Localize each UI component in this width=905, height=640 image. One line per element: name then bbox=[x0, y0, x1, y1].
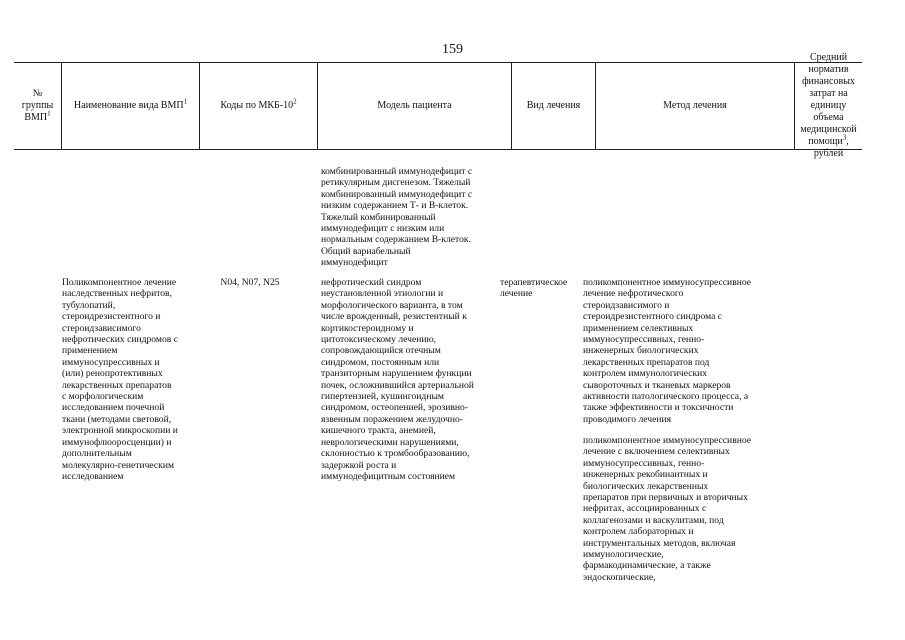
header-vmp-name bbox=[61, 63, 199, 149]
row-patient-model: нефротический синдром неустановленной этиологии и морфологического варианта, в том числе врожденный, резистентный к кортикостероидному и цитотоксическому лечению, сопровождающийся отечным синдромом, постоянным или транзиторным нарушением функции почек, осложнившийся артериальной гипертензией, кушингоидным синдромом, остеопенией, эрозивно- язвенным поражением желудочно- кишечного тракта, анемией, неврологическими нарушениями, склонностью к тромбообразованию, задержкой роста и иммунодефицитным состоянием bbox=[321, 277, 474, 482]
row-treatment-method-2: поликомпонентное иммуносупрессивное лечение с включением селективных иммуносупрессивных, генно- инженерных рекобинантных и биологических лекарственных препаратов при первичных и вторичных нефритах, ассоциированных с коллагенозами и васкулитами, под контролем лабораторных и инструментальных методов, включая иммунологические, фармакодинамические, а также эндоскопические, bbox=[583, 435, 752, 583]
header-group-no-label: № группы ВМП bbox=[21, 88, 54, 123]
header-mkb-codes bbox=[199, 63, 317, 149]
header-treatment-type-label: Вид лечения bbox=[526, 100, 581, 111]
header-group-no bbox=[14, 63, 61, 149]
row-treatment-type: терапевтическое лечение bbox=[500, 277, 568, 300]
header-treatment-type bbox=[511, 63, 595, 149]
header-patient-model-label: Модель пациента bbox=[377, 100, 452, 111]
header-mkb-codes-sup: 2 bbox=[293, 97, 297, 106]
header-patient-model bbox=[317, 63, 511, 149]
header-avg-cost-label: Средний норматив финансовых затрат на единицу объема медицинской помощи bbox=[800, 52, 857, 147]
header-mkb-codes-label: Коды по МКБ-10 bbox=[220, 100, 294, 111]
header-vmp-name-sup: 1 bbox=[183, 97, 188, 106]
header-avg-cost-tail: , рублей bbox=[813, 136, 849, 159]
header-treatment-method bbox=[595, 63, 794, 149]
header-vmp-name-label: Наименование вида ВМП bbox=[73, 100, 184, 111]
row-vmp-name: Поликомпонентное лечение наследственных нефритов, тубулопатий, стероидрезистентного и стероидзависимого нефротических синдромов с применением иммуносупрессивных и (или) ренопротективных лекарственных препаратов с морфологическим исследованием почечной ткани (методами световой, электронной микроскопии и иммунофлюоросценции) и дополнительным молекулярно-генетическим исследованием bbox=[62, 277, 178, 482]
row-treatment-method-1: поликомпонентное иммуносупрессивное лечение нефротического стероидзависимого и стероидрезистентного синдрома с применением селективных иммуносупрессивных, генно- инженерных биологических лекарственных препаратов под контролем иммунологических сывороточных и тканевых маркеров активности патологического процесса, а также эффективности и токсичности проводимого лечения bbox=[583, 277, 752, 425]
page-number: 159 bbox=[442, 42, 463, 57]
header-avg-cost bbox=[794, 52, 862, 159]
header-group-no-sup: 1 bbox=[47, 109, 51, 118]
header-avg-cost-sup: 3 bbox=[842, 133, 847, 142]
continuation-patient-model: комбинированный иммунодефицит с ретикулярным дисгенезом. Тяжелый комбинированный иммунодефицит с низким содержанием Т- и В-клеток. Тяжелый комбинированный иммунодефицит с низким или нормальным содержанием В-клеток. Общий вариабельный иммунодефицит bbox=[321, 166, 473, 269]
row-mkb-codes: N04, N07, N25 bbox=[220, 277, 280, 288]
header-treatment-method-label: Метод лечения bbox=[663, 100, 727, 111]
table-header bbox=[14, 52, 862, 159]
